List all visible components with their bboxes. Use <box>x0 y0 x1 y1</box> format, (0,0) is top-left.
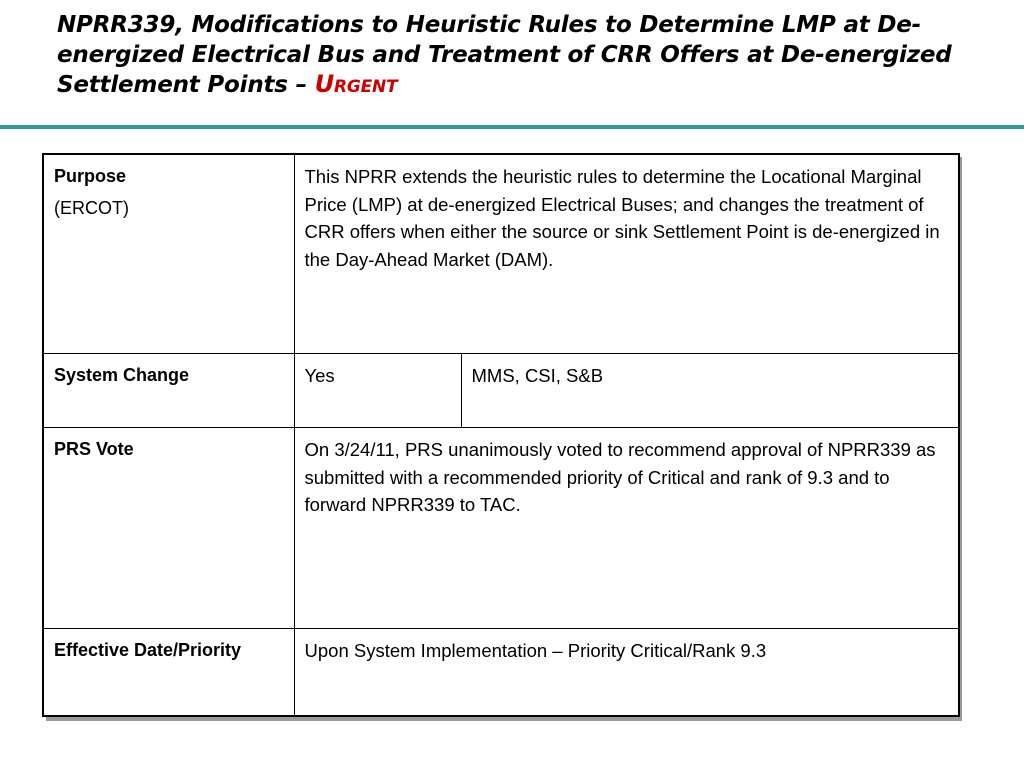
system-change-systems-cell <box>461 354 959 428</box>
system-change-label: System Change <box>54 365 190 386</box>
purpose-value-cell <box>294 154 959 354</box>
table-row-prs-vote <box>43 428 959 629</box>
effective-value-cell <box>294 629 959 716</box>
slide-title <box>57 11 1007 101</box>
effective-label-cell <box>43 629 294 716</box>
title-divider <box>0 125 1024 129</box>
prs-vote-label-cell <box>43 428 294 629</box>
table-row-effective-date <box>43 629 959 716</box>
prs-vote-label: PRS Vote <box>54 439 134 460</box>
table-row-system-change <box>43 354 959 428</box>
system-change-value-cell <box>294 354 461 428</box>
purpose-value: This NPRR extends the heuristic rules to determine the Locational Marginal Price (LMP) at de-energized Electrical Buses; and changes the treatment of CRR offers when either the source or sink Settlement Point is de-energized in the Day-Ahead Market (DAM). <box>304 166 940 270</box>
effective-label: Effective Date/Priority <box>54 640 242 661</box>
slide-title-main: NPRR339, Modifications to Heuristic Rules to Determine LMP at De-energized Electrical Bus and Treatment of CRR Offers at De-energized Settlement Points – <box>57 12 952 98</box>
table-row-purpose <box>43 154 959 354</box>
purpose-label: Purpose <box>54 166 127 186</box>
purpose-label-cell <box>43 154 294 354</box>
effective-value: Upon System Implementation – Priority Critical/Rank 9.3 <box>304 640 767 662</box>
nprr-summary-table <box>42 153 960 717</box>
system-change-value: Yes <box>304 365 335 387</box>
purpose-sublabel: (ERCOT) <box>54 197 129 218</box>
system-change-label-cell <box>43 354 294 428</box>
system-change-systems: MMS, CSI, S&B <box>471 365 604 387</box>
prs-vote-value: On 3/24/11, PRS unanimously voted to recommend approval of NPRR339 as submitted with a recommended priority of Critical and rank of 9.3 and to forward NPRR339 to TAC. <box>304 439 936 516</box>
prs-vote-value-cell <box>294 428 959 629</box>
urgent-label: Urgent <box>314 70 398 98</box>
